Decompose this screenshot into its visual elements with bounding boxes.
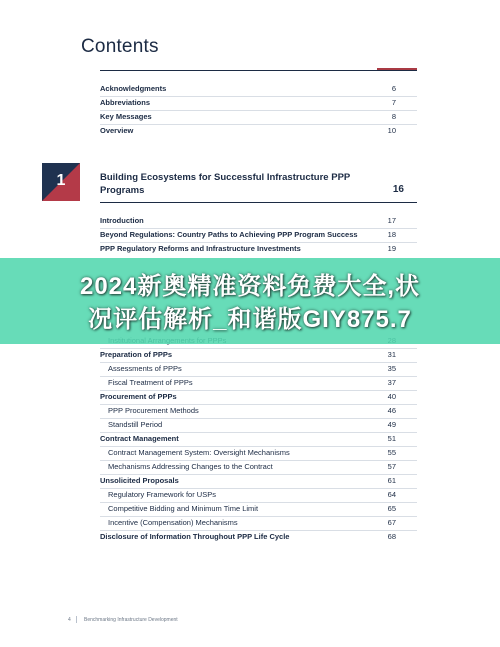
toc-entry-label: Regulatory Framework for USPs	[108, 490, 216, 499]
toc-entry-label: Abbreviations	[100, 98, 151, 107]
toc-entry-page: 68	[387, 532, 396, 541]
toc-entry[interactable]	[100, 364, 417, 377]
toc-entry-page: 6	[391, 84, 396, 93]
footer-separator	[76, 616, 77, 623]
toc-entry-label: Overview	[100, 126, 134, 135]
toc-entry[interactable]	[100, 462, 417, 475]
toc-entry-label: Procurement of PPPs	[100, 392, 177, 401]
toc-entry-page: 31	[387, 350, 396, 359]
toc-entry[interactable]	[100, 476, 417, 489]
toc-entry[interactable]	[100, 244, 417, 257]
toc-entry-label: Unsolicited Proposals	[100, 476, 179, 485]
chapter-divider	[100, 202, 417, 203]
chapter-number: 1	[56, 172, 66, 189]
toc-entry[interactable]	[100, 448, 417, 461]
toc-entry[interactable]	[100, 490, 417, 503]
toc-entry[interactable]	[100, 84, 417, 97]
toc-entry-label: Competitive Bidding and Minimum Time Limit	[108, 504, 259, 513]
toc-entry-label: Assessments of PPPs	[108, 364, 182, 373]
toc-entry[interactable]	[100, 434, 417, 447]
chapter-page: 16	[392, 184, 404, 195]
toc-entry-label: Contract Management System: Oversight Mechanisms	[108, 448, 290, 457]
toc-entry-page: 10	[387, 126, 396, 135]
toc-entry-page: 51	[387, 434, 396, 443]
toc-entry-page: 61	[387, 476, 396, 485]
overlay-banner-line-2: 况评估解析_和谐版GIY875.7	[88, 306, 412, 333]
toc-entry[interactable]	[100, 504, 417, 517]
toc-entry-page: 35	[387, 364, 396, 373]
toc-entry[interactable]	[100, 98, 417, 111]
toc-entry-page: 46	[387, 406, 396, 415]
overlay-banner-line-1: 2024新奥精准资料免费大全,状	[79, 273, 421, 300]
toc-entry-page: 17	[387, 216, 396, 225]
toc-entry-label: Key Messages	[100, 112, 152, 121]
toc-entry-label: Incentive (Compensation) Mechanisms	[108, 518, 238, 527]
toc-entry-label: Introduction	[100, 216, 144, 225]
chapter-number-badge	[42, 163, 80, 201]
toc-entry[interactable]	[100, 518, 417, 531]
chapter-title[interactable]: Building Ecosystems for Successful Infrastructure PPP Programs	[100, 172, 351, 196]
toc-entry-page: 8	[391, 112, 396, 121]
toc-entry-page: 57	[387, 462, 396, 471]
toc-entry[interactable]	[100, 126, 417, 139]
toc-entry-label: Acknowledgments	[100, 84, 167, 93]
divider	[100, 70, 417, 71]
toc-entry[interactable]	[100, 420, 417, 433]
toc-entry-page: 40	[387, 392, 396, 401]
toc-entry-page: 64	[387, 490, 396, 499]
toc-entry-label: Mechanisms Addressing Changes to the Contract	[108, 462, 273, 471]
footer-running-title: Benchmarking Infrastructure Development	[84, 617, 178, 623]
toc-entry-label: Disclosure of Information Throughout PPP Life Cycle	[100, 532, 290, 541]
footer-page-number: 4	[68, 617, 71, 623]
toc-entry[interactable]	[100, 350, 417, 363]
toc-entry-page: 55	[387, 448, 396, 457]
toc-entry[interactable]	[100, 230, 417, 243]
overlay-banner-text	[0, 270, 500, 336]
toc-entry-page: 37	[387, 378, 396, 387]
toc-entry-label: Beyond Regulations: Country Paths to Achieving PPP Program Success	[100, 230, 358, 239]
toc-entry-page: 18	[387, 230, 396, 239]
toc-entry-label: Contract Management	[100, 434, 179, 443]
toc-entry[interactable]	[100, 216, 417, 229]
toc-entry[interactable]	[100, 406, 417, 419]
toc-entry[interactable]	[100, 392, 417, 405]
toc-entry[interactable]	[100, 378, 417, 391]
toc-entry-page: 49	[387, 420, 396, 429]
toc-entry-page: 65	[387, 504, 396, 513]
page-title: Contents	[81, 36, 159, 57]
toc-entry-label: Fiscal Treatment of PPPs	[108, 378, 193, 387]
toc-entry[interactable]	[100, 532, 417, 545]
toc-entry-label: Preparation of PPPs	[100, 350, 173, 359]
toc-entry-page: 19	[387, 244, 396, 253]
toc-entry-label: PPP Regulatory Reforms and Infrastructure Investments	[100, 244, 301, 253]
toc-entry-page: 7	[391, 98, 396, 107]
toc-entry-label: PPP Procurement Methods	[108, 406, 199, 415]
toc-entry-page: 67	[387, 518, 396, 527]
toc-entry-label: Standstill Period	[108, 420, 163, 429]
toc-entry[interactable]	[100, 112, 417, 125]
